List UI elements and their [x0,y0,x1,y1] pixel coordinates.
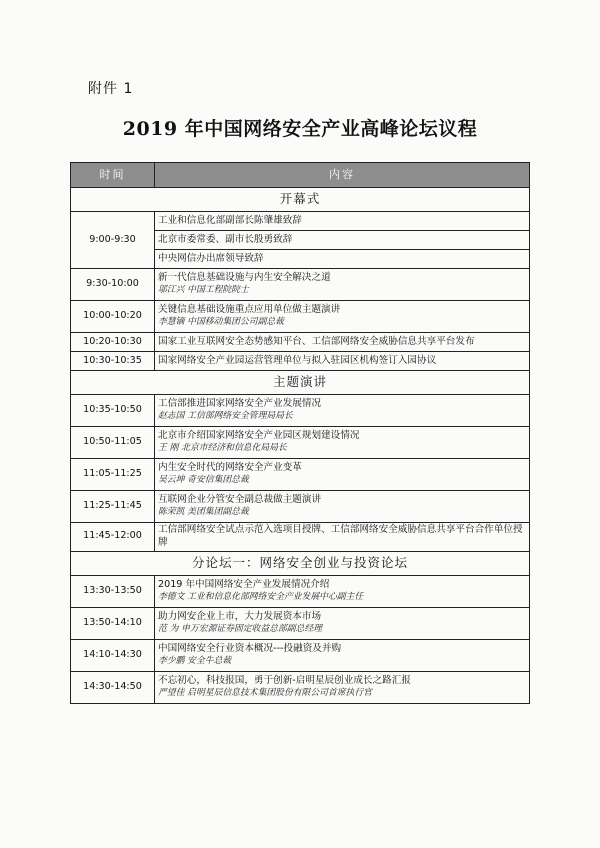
agenda-item-title: 2019 年中国网络安全产业发展情况介绍 [158,578,330,590]
agenda-item-speaker: 李慧镝 中国移动集团公司副总裁 [158,317,284,328]
agenda-item-title: 工业和信息化部副部长陈肇雄致辞 [158,214,302,226]
section-row [71,551,530,575]
section-heading: 开幕式 [71,188,530,212]
agenda-row [71,301,530,333]
agenda-item-title: 助力网安企业上市，大力发展资本市场 [158,610,322,622]
agenda-row [71,352,530,371]
page-title: 2019 年中国网络安全产业高峰论坛议程 [122,118,478,140]
content-cell [155,352,530,371]
header-time: 时间 [71,163,155,188]
agenda-row [71,427,530,459]
time-cell: 11:45-12:00 [71,523,155,552]
agenda-item-title: 中央网信办出席领导致辞 [158,252,264,264]
content-cell [155,250,530,269]
time-cell: 10:20-10:30 [71,333,155,352]
agenda-item-speaker: 范 为 申万宏源证券固定收益总部副总经理 [158,623,322,634]
content-cell [155,671,530,703]
agenda-item-title: 关键信息基础设施重点应用单位做主题演讲 [158,304,341,316]
agenda-item-title: 新一代信息基础设施与内生安全解决之道 [158,272,331,284]
table-header-row [71,163,530,188]
time-cell: 10:35-10:50 [71,395,155,427]
content-cell [155,427,530,459]
time-cell: 14:10-14:30 [71,639,155,671]
agenda-item-title: 内生安全时代的网络安全产业变革 [158,462,302,474]
content-cell [155,575,530,607]
content-cell [155,459,530,491]
agenda-item-speaker: 邬江兴 中国工程院院士 [158,285,249,296]
time-cell: 9:30-10:00 [71,269,155,301]
content-cell [155,301,530,333]
agenda-item-speaker: 赵志国 工信部网络安全管理局局长 [158,411,293,422]
time-cell: 14:30-14:50 [71,671,155,703]
agenda-item-title: 工信部推进国家网络安全产业发展情况 [158,398,322,410]
agenda-row [71,575,530,607]
agenda-item-speaker: 李少鹏 安全牛总裁 [158,655,232,666]
time-cell: 13:50-14:10 [71,607,155,639]
content-cell [155,491,530,523]
agenda-item-title: 不忘初心，科技报国，勇于创新-启明星辰创业成长之路汇报 [158,674,411,686]
time-cell: 11:25-11:45 [71,491,155,523]
time-cell: 11:05-11:25 [71,459,155,491]
agenda-item-title: 工信部网络安全试点示范入选项目授牌、工信部网络安全威胁信息共享平台合作单位授牌 [158,524,523,548]
agenda-item-title: 北京市委常委、副市长殷勇致辞 [158,233,293,245]
agenda-item-speaker: 严望佳 启明星辰信息技术集团股份有限公司首席执行官 [158,687,372,698]
agenda-row [71,491,530,523]
time-cell: 10:00-10:20 [71,301,155,333]
agenda-item-speaker: 李德文 工业和信息化部网络安全产业发展中心副主任 [158,591,364,602]
content-cell [155,212,530,231]
agenda-item-speaker: 陈荣凯 美团集团副总裁 [158,507,249,518]
agenda-item-title: 国家网络安全产业园运营管理单位与拟入驻园区机构签订入园协议 [158,354,437,366]
content-cell [155,333,530,352]
section-row [71,188,530,212]
agenda-item-title: 互联网企业分管安全副总裁做主题演讲 [158,494,322,506]
agenda-row [71,607,530,639]
agenda-row [71,212,530,231]
time-cell: 13:30-13:50 [71,575,155,607]
content-cell [155,639,530,671]
agenda-item-title: 国家工业互联网安全态势感知平台、工信部网络安全威胁信息共享平台发布 [158,335,475,347]
time-cell: 9:00-9:30 [71,212,155,269]
time-cell: 10:30-10:35 [71,352,155,371]
header-content: 内容 [155,163,530,188]
attachment-label: 附件 1 [88,81,134,97]
section-heading: 主题演讲 [71,371,530,395]
agenda-row [71,333,530,352]
section-row [71,371,530,395]
agenda-row [71,671,530,703]
agenda-item-speaker: 王 刚 北京市经济和信息化局局长 [158,443,287,454]
content-cell [155,269,530,301]
agenda-row [71,395,530,427]
content-cell [155,395,530,427]
agenda-row [71,523,530,552]
content-cell [155,607,530,639]
agenda-item-title: 中国网络安全行业资本概况---投融资及并购 [158,642,342,654]
agenda-table [70,162,530,704]
content-cell [155,523,530,552]
agenda-row [71,639,530,671]
time-cell: 10:50-11:05 [71,427,155,459]
agenda-item-speaker: 吴云坤 奇安信集团总裁 [158,475,249,486]
section-heading: 分论坛一：网络安全创业与投资论坛 [71,551,530,575]
agenda-body [71,163,530,704]
agenda-row [71,459,530,491]
agenda-row [71,269,530,301]
agenda-item-title: 北京市介绍国家网络安全产业园区规划建设情况 [158,430,360,442]
content-cell [155,231,530,250]
